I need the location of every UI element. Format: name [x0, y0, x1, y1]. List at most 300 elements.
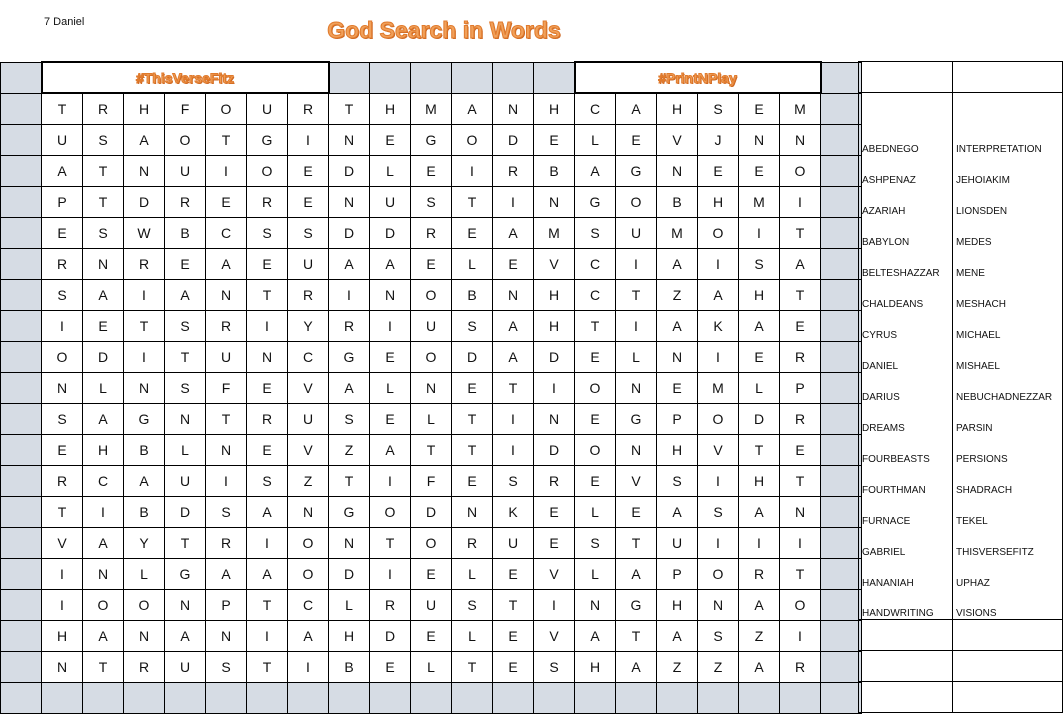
margin-cell — [821, 310, 862, 341]
word-item: PARSIN — [953, 403, 1063, 434]
grid-row — [1, 155, 862, 186]
grid-letter: N — [657, 155, 698, 186]
grid-letter: E — [780, 310, 821, 341]
margin-cell — [821, 155, 862, 186]
word-item: ABEDNEGO — [859, 124, 953, 155]
word-list-blank — [953, 682, 1063, 713]
margin-cell — [1, 310, 42, 341]
grid-letter: N — [329, 186, 370, 217]
grid-letter: C — [288, 341, 329, 372]
grid-letter: Z — [657, 651, 698, 682]
grid-letter: U — [42, 124, 83, 155]
grid-letter: E — [534, 496, 575, 527]
grid-letter: I — [493, 186, 534, 217]
margin-cell — [821, 651, 862, 682]
grid-letter: K — [698, 310, 739, 341]
grid-letter: L — [452, 558, 493, 589]
grid-letter: M — [739, 186, 780, 217]
grid-letter: U — [493, 527, 534, 558]
grid-letter: R — [42, 248, 83, 279]
grid-letter: H — [42, 620, 83, 651]
grid-letter: R — [534, 465, 575, 496]
grid-letter: S — [493, 465, 534, 496]
grid-letter: G — [329, 496, 370, 527]
grid-letter: O — [288, 558, 329, 589]
word-item: JEHOIAKIM — [953, 155, 1063, 186]
grid-letter: N — [165, 403, 206, 434]
margin-cell — [42, 682, 83, 713]
grid-letter: N — [698, 589, 739, 620]
margin-cell — [821, 403, 862, 434]
grid-letter: T — [452, 434, 493, 465]
word-item: MEDES — [953, 217, 1063, 248]
grid-letter: H — [534, 93, 575, 124]
grid-letter: L — [124, 558, 165, 589]
grid-row — [1, 403, 862, 434]
grid-letter: O — [575, 372, 616, 403]
grid-letter: V — [698, 434, 739, 465]
grid-letter: V — [534, 558, 575, 589]
grid-letter: I — [370, 310, 411, 341]
grid-letter: V — [534, 248, 575, 279]
grid-letter: S — [206, 496, 247, 527]
word-item: UPHAZ — [953, 558, 1063, 589]
grid-letter: I — [83, 496, 124, 527]
word-item: MENE — [953, 248, 1063, 279]
word-item: FURNACE — [859, 496, 953, 527]
grid-row — [1, 496, 862, 527]
word-list-blank — [859, 620, 953, 651]
margin-cell — [821, 341, 862, 372]
grid-letter: U — [370, 186, 411, 217]
grid-letter: N — [288, 496, 329, 527]
word-item: DREAMS — [859, 403, 953, 434]
margin-cell — [493, 62, 534, 93]
grid-letter: H — [657, 93, 698, 124]
grid-letter: I — [370, 465, 411, 496]
grid-letter: E — [698, 155, 739, 186]
grid-letter: E — [452, 372, 493, 403]
grid-letter: N — [124, 620, 165, 651]
grid-letter: I — [698, 248, 739, 279]
word-list-blank — [953, 620, 1063, 651]
grid-letter: N — [493, 93, 534, 124]
grid-letter: T — [83, 651, 124, 682]
word-list-blank — [953, 651, 1063, 682]
grid-letter: I — [206, 465, 247, 496]
word-item: FOURTHMAN — [859, 465, 953, 496]
grid-letter: C — [206, 217, 247, 248]
grid-letter: S — [83, 124, 124, 155]
grid-letter: O — [698, 558, 739, 589]
grid-letter: V — [657, 124, 698, 155]
grid-letter: I — [452, 155, 493, 186]
grid-letter: A — [42, 155, 83, 186]
grid-row — [1, 527, 862, 558]
grid-row — [1, 372, 862, 403]
grid-letter: T — [575, 310, 616, 341]
grid-letter: O — [575, 434, 616, 465]
grid-letter: N — [657, 341, 698, 372]
grid-letter: E — [247, 434, 288, 465]
grid-row — [1, 279, 862, 310]
grid-letter: E — [657, 372, 698, 403]
grid-letter: O — [616, 186, 657, 217]
grid-letter: E — [370, 124, 411, 155]
grid-letter: R — [329, 310, 370, 341]
page-title: God Search in Words — [327, 17, 561, 43]
grid-letter: N — [329, 527, 370, 558]
grid-letter: T — [42, 93, 83, 124]
grid-letter: T — [452, 186, 493, 217]
grid-letter: N — [411, 372, 452, 403]
word-search-grid — [0, 61, 862, 714]
grid-letter: O — [411, 527, 452, 558]
grid-letter: A — [329, 372, 370, 403]
margin-cell — [288, 682, 329, 713]
grid-letter: T — [780, 465, 821, 496]
grid-letter: D — [329, 558, 370, 589]
grid-letter: N — [42, 372, 83, 403]
margin-cell — [821, 527, 862, 558]
grid-letter: S — [247, 465, 288, 496]
grid-letter: L — [616, 341, 657, 372]
grid-letter: G — [329, 341, 370, 372]
grid-letter: I — [42, 310, 83, 341]
grid-letter: S — [534, 651, 575, 682]
grid-letter: T — [329, 465, 370, 496]
grid-letter: I — [42, 589, 83, 620]
grid-letter: V — [288, 372, 329, 403]
margin-cell — [821, 93, 862, 124]
grid-letter: T — [452, 651, 493, 682]
grid-letter: L — [411, 403, 452, 434]
grid-letter: R — [124, 651, 165, 682]
grid-letter: M — [411, 93, 452, 124]
grid-letter: T — [83, 155, 124, 186]
word-list-blank — [859, 93, 953, 124]
grid-letter: H — [657, 434, 698, 465]
grid-letter: U — [247, 93, 288, 124]
grid-letter: R — [206, 310, 247, 341]
grid-letter: E — [739, 93, 780, 124]
margin-cell — [165, 682, 206, 713]
grid-row — [1, 217, 862, 248]
margin-cell — [1, 279, 42, 310]
grid-letter: N — [739, 124, 780, 155]
grid-letter: I — [780, 186, 821, 217]
grid-letter: O — [42, 341, 83, 372]
grid-letter: I — [124, 341, 165, 372]
grid-letter: L — [83, 372, 124, 403]
grid-letter: O — [411, 341, 452, 372]
grid-letter: D — [493, 124, 534, 155]
grid-letter: E — [739, 155, 780, 186]
grid-letter: G — [247, 124, 288, 155]
grid-letter: D — [534, 341, 575, 372]
margin-cell — [821, 434, 862, 465]
grid-letter: V — [42, 527, 83, 558]
margin-cell — [1, 372, 42, 403]
grid-letter: T — [780, 279, 821, 310]
grid-letter: U — [657, 527, 698, 558]
margin-cell — [821, 62, 862, 93]
grid-letter: I — [370, 558, 411, 589]
grid-letter: H — [698, 186, 739, 217]
word-item: LIONSDEN — [953, 186, 1063, 217]
grid-letter: I — [534, 589, 575, 620]
margin-cell — [1, 465, 42, 496]
grid-letter: M — [534, 217, 575, 248]
grid-row — [1, 341, 862, 372]
grid-letter: S — [165, 310, 206, 341]
word-list-blank — [859, 62, 953, 93]
word-item: BELTESHAZZAR — [859, 248, 953, 279]
grid-letter: L — [575, 496, 616, 527]
grid-letter: N — [370, 279, 411, 310]
grid-letter: I — [42, 558, 83, 589]
margin-cell — [1, 62, 42, 93]
grid-row — [1, 124, 862, 155]
word-item: AZARIAH — [859, 186, 953, 217]
grid-letter: M — [657, 217, 698, 248]
grid-letter: O — [780, 155, 821, 186]
word-item: DANIEL — [859, 341, 953, 372]
grid-letter: T — [616, 527, 657, 558]
grid-row — [1, 589, 862, 620]
grid-letter: E — [411, 155, 452, 186]
grid-letter: A — [739, 589, 780, 620]
word-list-blank — [953, 93, 1063, 124]
grid-letter: I — [247, 310, 288, 341]
grid-letter: E — [493, 558, 534, 589]
word-item: CYRUS — [859, 310, 953, 341]
grid-row — [1, 620, 862, 651]
grid-letter: M — [698, 372, 739, 403]
grid-letter: N — [452, 496, 493, 527]
margin-cell — [534, 682, 575, 713]
word-list-blank — [859, 651, 953, 682]
word-item: HANANIAH — [859, 558, 953, 589]
grid-letter: A — [83, 403, 124, 434]
grid-letter: N — [493, 279, 534, 310]
grid-letter: I — [534, 372, 575, 403]
grid-letter: N — [575, 589, 616, 620]
grid-letter: E — [493, 248, 534, 279]
grid-letter: S — [42, 403, 83, 434]
grid-letter: R — [288, 93, 329, 124]
word-item: TEKEL — [953, 496, 1063, 527]
grid-letter: S — [698, 93, 739, 124]
margin-cell — [1, 682, 42, 713]
grid-letter: S — [698, 496, 739, 527]
grid-letter: A — [329, 248, 370, 279]
grid-letter: A — [739, 651, 780, 682]
word-item: ASHPENAZ — [859, 155, 953, 186]
grid-letter: R — [83, 93, 124, 124]
grid-letter: R — [493, 155, 534, 186]
grid-letter: T — [616, 279, 657, 310]
grid-letter: Z — [329, 434, 370, 465]
grid-letter: P — [780, 372, 821, 403]
grid-letter: Z — [288, 465, 329, 496]
grid-letter: H — [534, 279, 575, 310]
grid-letter: A — [370, 434, 411, 465]
margin-cell — [1, 403, 42, 434]
grid-letter: H — [370, 93, 411, 124]
grid-letter: T — [780, 558, 821, 589]
grid-letter: S — [698, 620, 739, 651]
grid-letter: N — [42, 651, 83, 682]
word-item: BABYLON — [859, 217, 953, 248]
grid-letter: V — [288, 434, 329, 465]
grid-letter: L — [452, 248, 493, 279]
grid-letter: L — [165, 434, 206, 465]
grid-letter: M — [780, 93, 821, 124]
margin-cell — [821, 217, 862, 248]
grid-letter: B — [124, 496, 165, 527]
grid-letter: L — [575, 558, 616, 589]
grid-letter: S — [288, 217, 329, 248]
word-item: FOURBEASTS — [859, 434, 953, 465]
grid-letter: S — [411, 186, 452, 217]
word-list — [858, 61, 1063, 713]
grid-letter: I — [698, 341, 739, 372]
grid-letter: E — [247, 248, 288, 279]
word-item: MISHAEL — [953, 341, 1063, 372]
grid-letter: S — [575, 217, 616, 248]
margin-cell — [821, 186, 862, 217]
grid-letter: D — [452, 341, 493, 372]
grid-letter: G — [575, 186, 616, 217]
grid-letter: I — [247, 527, 288, 558]
grid-letter: I — [616, 248, 657, 279]
grid-letter: A — [83, 279, 124, 310]
grid-letter: R — [42, 465, 83, 496]
margin-cell — [698, 682, 739, 713]
grid-letter: W — [124, 217, 165, 248]
grid-letter: A — [575, 620, 616, 651]
grid-letter: E — [370, 341, 411, 372]
grid-letter: L — [739, 372, 780, 403]
word-list-blank — [953, 62, 1063, 93]
grid-letter: A — [616, 558, 657, 589]
grid-letter: R — [780, 651, 821, 682]
grid-letter: H — [329, 620, 370, 651]
banner-left: #ThisVerseFitz — [42, 62, 329, 93]
grid-letter: A — [698, 279, 739, 310]
grid-letter: O — [698, 217, 739, 248]
grid-letter: N — [534, 403, 575, 434]
grid-letter: Y — [124, 527, 165, 558]
grid-row — [1, 465, 862, 496]
margin-cell — [821, 279, 862, 310]
grid-letter: A — [739, 496, 780, 527]
grid-row — [1, 186, 862, 217]
margin-cell — [124, 682, 165, 713]
grid-letter: E — [288, 155, 329, 186]
grid-letter: K — [493, 496, 534, 527]
grid-letter: C — [288, 589, 329, 620]
grid-letter: R — [739, 558, 780, 589]
grid-letter: U — [411, 589, 452, 620]
grid-letter: S — [452, 310, 493, 341]
grid-letter: L — [575, 124, 616, 155]
margin-cell — [821, 248, 862, 279]
margin-cell — [780, 682, 821, 713]
margin-cell — [821, 589, 862, 620]
word-item: PERSIONS — [953, 434, 1063, 465]
grid-letter: E — [370, 651, 411, 682]
grid-letter: A — [165, 620, 206, 651]
grid-letter: L — [329, 589, 370, 620]
grid-letter: U — [288, 403, 329, 434]
grid-row — [1, 248, 862, 279]
grid-letter: O — [247, 155, 288, 186]
grid-letter: B — [534, 155, 575, 186]
margin-cell — [1, 558, 42, 589]
grid-letter: Y — [288, 310, 329, 341]
grid-letter: D — [329, 155, 370, 186]
grid-letter: A — [288, 620, 329, 651]
margin-cell — [821, 620, 862, 651]
grid-letter: N — [247, 341, 288, 372]
grid-letter: T — [780, 217, 821, 248]
grid-letter: I — [739, 527, 780, 558]
margin-cell — [575, 682, 616, 713]
grid-letter: E — [411, 620, 452, 651]
grid-letter: E — [206, 186, 247, 217]
margin-cell — [616, 682, 657, 713]
grid-letter: N — [534, 186, 575, 217]
grid-letter: E — [534, 124, 575, 155]
grid-letter: U — [206, 341, 247, 372]
grid-letter: E — [288, 186, 329, 217]
grid-letter: T — [124, 310, 165, 341]
grid-letter: N — [616, 434, 657, 465]
margin-cell — [534, 62, 575, 93]
grid-letter: V — [616, 465, 657, 496]
grid-letter: R — [452, 527, 493, 558]
margin-cell — [1, 527, 42, 558]
grid-row — [1, 310, 862, 341]
margin-cell — [1, 620, 42, 651]
word-item: VISIONS — [953, 589, 1063, 620]
margin-cell — [452, 682, 493, 713]
grid-letter: I — [288, 124, 329, 155]
grid-letter: L — [370, 155, 411, 186]
grid-letter: E — [165, 248, 206, 279]
word-item: GABRIEL — [859, 527, 953, 558]
margin-cell — [411, 62, 452, 93]
grid-letter: J — [698, 124, 739, 155]
grid-letter: D — [329, 217, 370, 248]
margin-cell — [1, 186, 42, 217]
grid-letter: E — [575, 465, 616, 496]
grid-letter: A — [124, 465, 165, 496]
margin-cell — [1, 589, 42, 620]
grid-letter: U — [165, 651, 206, 682]
grid-letter: O — [698, 403, 739, 434]
grid-letter: O — [206, 93, 247, 124]
margin-cell — [206, 682, 247, 713]
margin-cell — [1, 496, 42, 527]
grid-letter: R — [780, 341, 821, 372]
grid-letter: A — [657, 248, 698, 279]
word-item: HANDWRITING — [859, 589, 953, 620]
word-item: MICHAEL — [953, 310, 1063, 341]
grid-row — [1, 434, 862, 465]
